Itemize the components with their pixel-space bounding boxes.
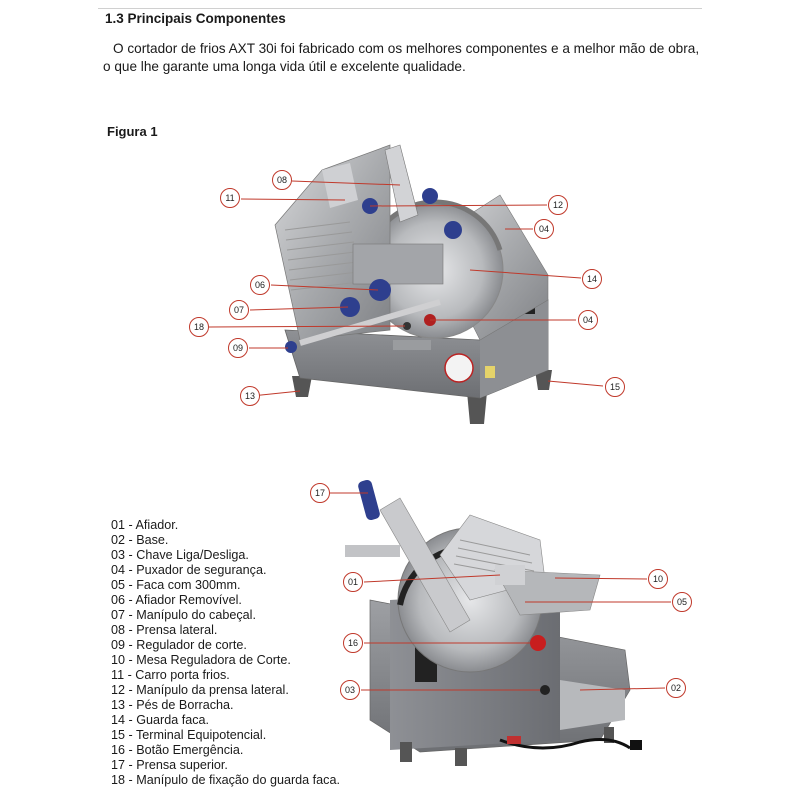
legend-item — [111, 728, 340, 743]
emergency-button — [530, 635, 546, 651]
component-legend — [111, 518, 340, 788]
legend-separator: - — [125, 593, 136, 607]
callout-10 — [649, 570, 668, 589]
legend-number: 08 — [111, 623, 126, 637]
legend-name: Manípulo do cabeçal. — [136, 608, 256, 622]
legend-name: Base. — [136, 533, 169, 547]
legend-name: Faca com 300mm. — [136, 578, 241, 592]
legend-item — [111, 533, 340, 548]
callout-text: 11 — [225, 193, 235, 203]
legend-separator: - — [125, 638, 137, 652]
legend-item — [111, 773, 340, 788]
knob-09 — [285, 341, 297, 353]
legend-item — [111, 758, 340, 773]
legend-number: 05 — [111, 578, 126, 592]
legend-item — [111, 638, 340, 653]
bottom-slicer-illustration — [345, 479, 642, 766]
legend-name: Regulador de corte. — [136, 638, 247, 652]
callout-text: 16 — [347, 638, 359, 648]
legend-number: 16 — [111, 743, 126, 757]
callout-text: 08 — [276, 175, 288, 185]
callout-text: 14 — [586, 274, 598, 284]
callout-08 — [273, 171, 292, 190]
legend-number: 11 — [111, 668, 125, 682]
callout-05 — [673, 593, 692, 612]
legend-item — [111, 683, 340, 698]
callout-text: 09 — [232, 343, 244, 353]
legend-separator: - — [125, 608, 137, 622]
legend-item — [111, 578, 340, 593]
top-slicer-illustration — [275, 145, 552, 424]
arm-2 — [345, 545, 400, 557]
legend-number: 17 — [111, 758, 126, 772]
legend-separator: - — [125, 548, 137, 562]
callout-13 — [241, 387, 260, 406]
legend-separator: - — [125, 758, 137, 772]
callout-text: 18 — [193, 322, 205, 332]
callout-text: 06 — [254, 280, 266, 290]
terminal-red — [507, 736, 521, 744]
legend-item — [111, 713, 340, 728]
legend-number: 03 — [111, 548, 126, 562]
callout-text: 10 — [652, 574, 664, 584]
legend-name: Prensa lateral. — [136, 623, 218, 637]
callout-text: 13 — [244, 391, 256, 401]
legend-item — [111, 593, 340, 608]
callout-text: 01 — [347, 577, 359, 587]
callout-04b — [579, 311, 598, 330]
callout-text: 15 — [609, 382, 621, 392]
legend-item — [111, 563, 340, 578]
legend-name: Manípulo da prensa lateral. — [136, 683, 289, 697]
knob-12b — [422, 188, 438, 204]
legend-name: Botão Emergência. — [136, 743, 244, 757]
legend-name: Mesa Reguladora de Corte. — [136, 653, 291, 667]
callout-text: 12 — [552, 200, 564, 210]
callout-text: 07 — [233, 305, 245, 315]
legend-name: Pés de Borracha. — [136, 698, 234, 712]
callout-07 — [230, 301, 249, 320]
callout-text: 02 — [670, 683, 682, 693]
legend-number: 07 — [111, 608, 126, 622]
legend-number: 06 — [111, 593, 126, 607]
callout-09 — [229, 339, 248, 358]
legend-number: 02 — [111, 533, 126, 547]
logo-seal — [445, 354, 473, 382]
legend-item — [111, 518, 340, 533]
legend-number: 14 — [111, 713, 126, 727]
legend-name: Carro porta frios. — [135, 668, 230, 682]
callout-text: 04 — [582, 315, 594, 325]
section-title: 1.3 Principais Componentes — [105, 11, 286, 26]
legend-item — [111, 653, 340, 668]
callout-17 — [311, 484, 330, 503]
legend-number: 10 — [111, 653, 126, 667]
legend-item — [111, 668, 340, 683]
intro-line-1: O cortador de frios AXT 30i foi fabricado com os melhores componentes e a melhor mão de obra, — [113, 41, 700, 56]
knob-17 — [357, 479, 381, 521]
legend-number: 12 — [111, 683, 126, 697]
legend-number: 13 — [111, 698, 126, 712]
callout-text: 05 — [676, 597, 688, 607]
clamp-plate — [353, 244, 443, 284]
callout-text: 03 — [344, 685, 356, 695]
legend-separator: - — [125, 653, 137, 667]
callout-01 — [344, 573, 363, 592]
legend-name: Chave Liga/Desliga. — [136, 548, 249, 562]
legend-separator: - — [125, 563, 137, 577]
handle-bar — [393, 340, 431, 350]
callout-text: 04 — [538, 224, 550, 234]
warning-label — [485, 366, 495, 378]
callout-06 — [251, 276, 270, 295]
callout-11 — [221, 189, 240, 208]
legend-name: Puxador de segurança. — [136, 563, 267, 577]
legend-separator: - — [124, 668, 136, 682]
legend-separator: - — [125, 773, 137, 787]
legend-separator: - — [125, 698, 137, 712]
legend-item — [111, 743, 340, 758]
legend-separator: - — [125, 518, 136, 532]
figure-label: Figura 1 — [107, 124, 158, 139]
callout-12 — [549, 196, 568, 215]
legend-item — [111, 698, 340, 713]
legend-number: 09 — [111, 638, 126, 652]
legend-name: Afiador. — [135, 518, 179, 532]
callout-18 — [190, 318, 209, 337]
switch-03 — [540, 685, 550, 695]
legend-separator: - — [125, 623, 137, 637]
callout-14 — [583, 270, 602, 289]
legend-name: Guarda faca. — [136, 713, 210, 727]
legend-name: Manípulo de fixação do guarda faca. — [136, 773, 340, 787]
legend-name: Terminal Equipotencial. — [135, 728, 267, 742]
legend-separator: - — [125, 533, 137, 547]
legend-separator: - — [125, 728, 136, 742]
callout-03 — [341, 681, 360, 700]
legend-item — [111, 623, 340, 638]
legend-item — [111, 548, 340, 563]
foot-b1 — [400, 742, 412, 762]
foot-b2 — [455, 748, 467, 766]
intro-line-2: o que lhe garante uma longa vida útil e excelente qualidade. — [103, 59, 466, 74]
knob-14 — [444, 221, 462, 239]
legend-number: 04 — [111, 563, 126, 577]
legend-name: Afiador Removível. — [135, 593, 242, 607]
plug — [630, 740, 642, 750]
legend-number: 15 — [111, 728, 126, 742]
callout-02 — [667, 679, 686, 698]
legend-separator: - — [125, 743, 137, 757]
legend-number: 18 — [111, 773, 126, 787]
callout-04a — [535, 220, 554, 239]
legend-item — [111, 608, 340, 623]
callout-15 — [606, 378, 625, 397]
legend-name: Prensa superior. — [136, 758, 228, 772]
callout-text: 17 — [314, 488, 326, 498]
legend-number: 01 — [111, 518, 126, 532]
legend-separator: - — [125, 713, 137, 727]
callout-16 — [344, 634, 363, 653]
legend-separator: - — [125, 683, 137, 697]
legend-separator: - — [125, 578, 137, 592]
